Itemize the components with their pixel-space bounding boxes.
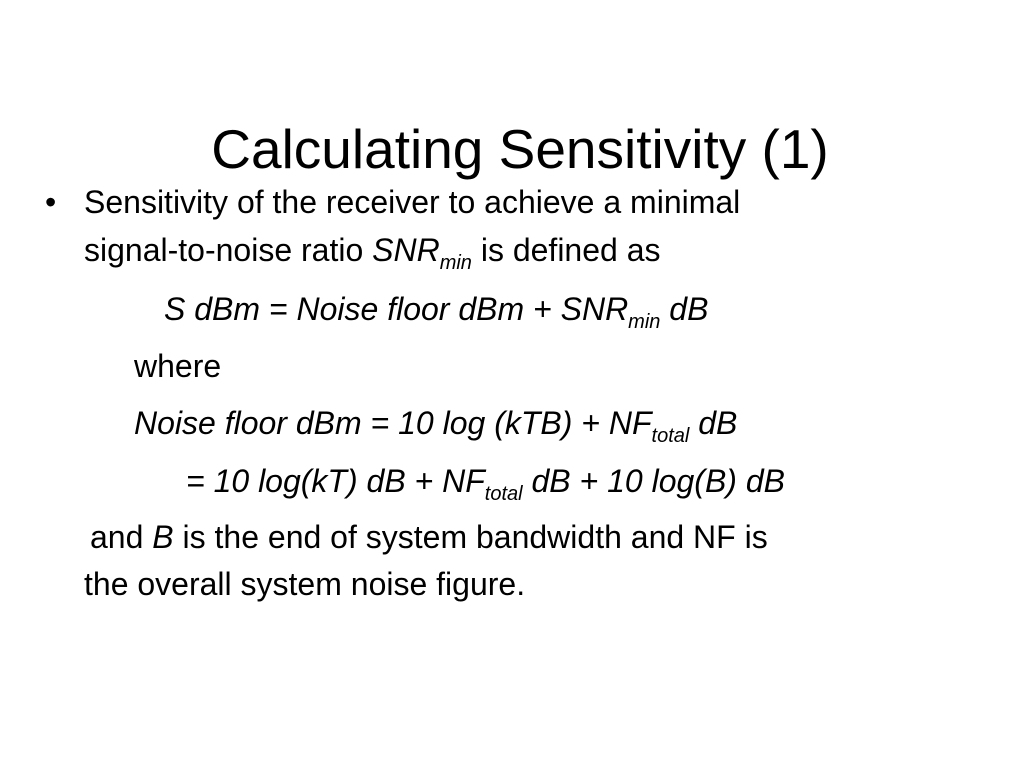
equation-noise-floor [134, 404, 738, 447]
bandwidth-prefix: and [90, 519, 153, 555]
where-text: where [134, 348, 222, 384]
bandwidth-variable: B [152, 519, 174, 555]
intro-line-1 [84, 183, 740, 221]
equation-sensitivity-lhs: S dBm = Noise floor dBm + SNR [164, 291, 629, 327]
closing-line-text: the overall system noise figure. [84, 566, 526, 602]
equation-sensitivity [164, 290, 709, 333]
closing-line [84, 565, 525, 603]
equation-expanded-rhs: dB + 10 log(B) dB [522, 463, 785, 499]
snr-subscript: min [439, 252, 472, 274]
slide-title: Calculating Sensitivity (1) [211, 118, 829, 180]
equation-expanded-subscript: total [484, 483, 523, 505]
equation-noise-floor-lhs: Noise floor dBm = 10 log (kTB) + NF [134, 405, 652, 441]
bandwidth-suffix: is the end of system bandwidth and NF is [173, 519, 768, 555]
bullet-marker: • [45, 184, 57, 220]
equation-sensitivity-rhs: dB [660, 291, 709, 327]
equation-noise-floor-expanded [186, 462, 785, 505]
bandwidth-definition [90, 518, 768, 556]
intro-line-2 [84, 231, 661, 274]
intro-line-2-prefix: signal-to-noise ratio [84, 232, 373, 268]
equation-noise-floor-subscript: total [651, 425, 690, 447]
intro-line-1-text: Sensitivity of the receiver to achieve a minimal [84, 184, 741, 220]
intro-line-2-suffix: is defined as [471, 232, 661, 268]
equation-noise-floor-rhs: dB [689, 405, 738, 441]
where-label [134, 347, 221, 385]
equation-sensitivity-subscript: min [628, 311, 661, 333]
snr-symbol: SNR [372, 232, 440, 268]
equation-expanded-lhs: = 10 log(kT) dB + NF [186, 463, 485, 499]
